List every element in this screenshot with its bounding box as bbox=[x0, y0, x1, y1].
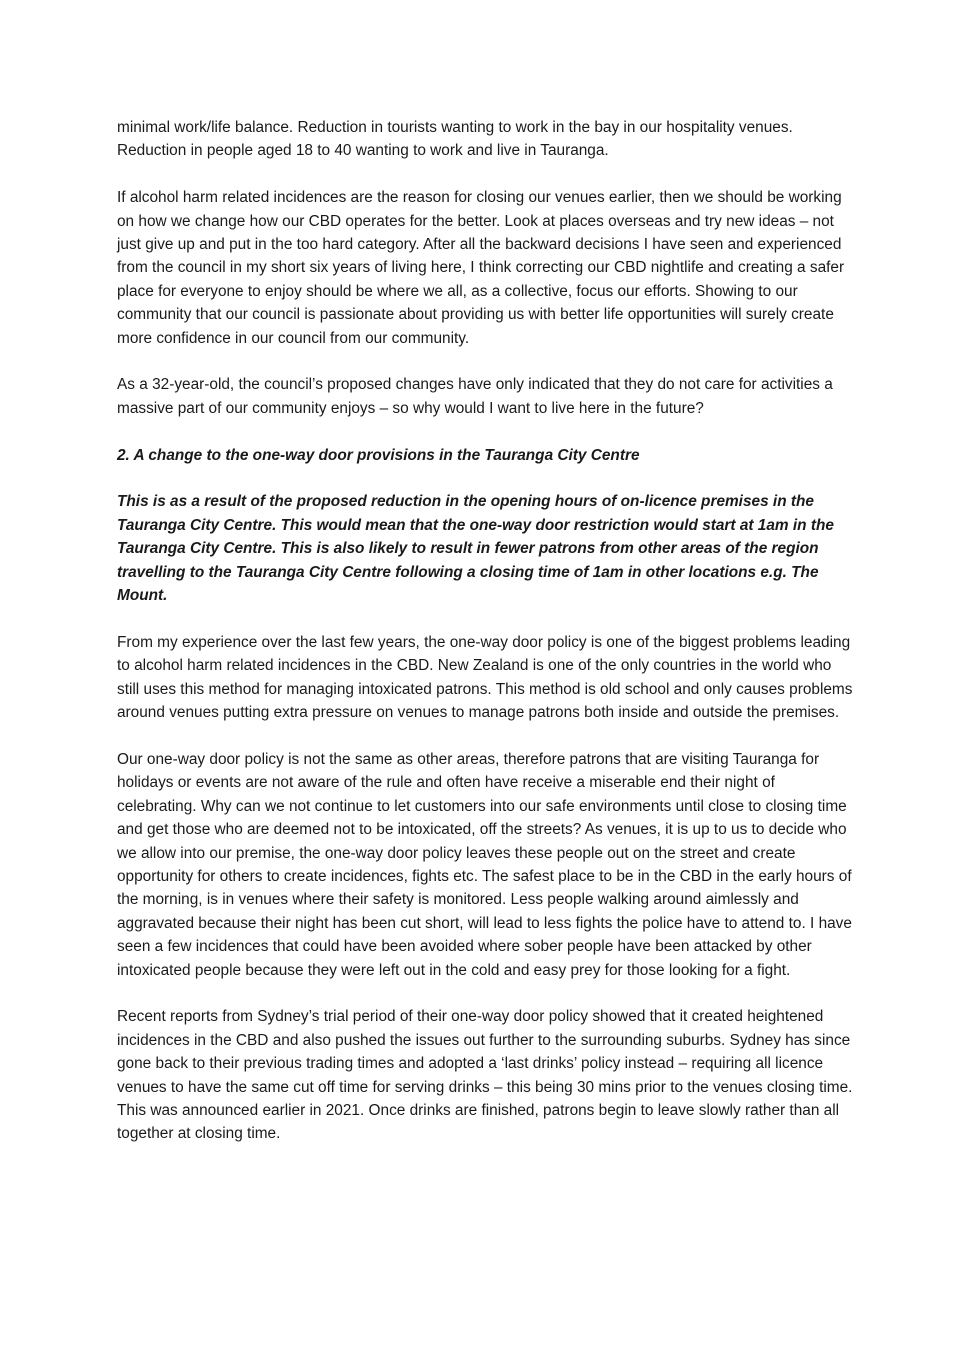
section-intro: This is as a result of the proposed reduction in the opening hours of on-licence premises in the Tauranga City Centre. This would mean that the one-way door restriction would start at 1am in the Tauranga City Centre. This is also likely to result in fewer patrons from other areas of the region travelling to the Tauranga City Centre following a closing time of 1am in other locations e.g. The Mount. bbox=[117, 493, 834, 605]
body-paragraph: If alcohol harm related incidences are the reason for closing our venues earlier, then we should be working on how we change how our CBD operates for the better. Look at places overseas and try new ideas – not just give up and put in the too hard category. After all the backward decisions I have seen and experienced from the council in my short six years of living here, I think correcting our CBD nightlife and creating a safer place for everyone to enjoy should be where we all, as a collective, focus our efforts. Showing to our community that our council is passionate about providing us with better life opportunities will surely create more confidence in our council from our community. bbox=[117, 189, 845, 347]
document-body bbox=[117, 116, 855, 1169]
body-paragraph: Recent reports from Sydney’s trial period of their one-way door policy showed that it created heightened incidences in the CBD and also pushed the issues out further to the surrounding suburbs. Sydney has since gone back to their previous trading times and adopted a ‘last drinks’ policy instead – requiring all licence venues to have the same cut off time for serving drinks – this being 30 mins prior to the venues closing time. This was announced earlier in 2021. Once drinks are finished, patrons begin to leave slowly rather than all together at closing time. bbox=[117, 1008, 853, 1143]
section-heading: 2. A change to the one-way door provisions in the Tauranga City Centre bbox=[117, 446, 640, 464]
body-paragraph: As a 32-year-old, the council’s proposed changes have only indicated that they do not care for activities a massive part of our community enjoys – so why would I want to live here in the future? bbox=[117, 376, 833, 417]
body-paragraph: Our one-way door policy is not the same as other areas, therefore patrons that are visiting Tauranga for holidays or events are not aware of the rule and often have receive a miserable end their night of celebrating. Why can we not continue to let customers into our safe environments until close to closing time and get those who are deemed not to be intoxicated, off the streets? As venues, it is up to us to decide who we allow into our premise, the one-way door policy leaves these people out on the street and create opportunity for others to create incidences, fights etc. The safest place to be in the CBD in the early hours of the morning, is in venues where their safety is monitored. Less people walking around aimlessly and aggravated because their night has been cut short, will lead to less fights the police have to attend to. I have seen a few incidences that could have been avoided where sober people have been attacked by other intoxicated people because they were left out in the cold and easy prey for those looking for a fight. bbox=[117, 750, 852, 979]
body-paragraph: minimal work/life balance. Reduction in tourists wanting to work in the bay in our hospitality venues. Reduction in people aged 18 to 40 wanting to work and live in Tauranga. bbox=[117, 119, 793, 160]
body-paragraph: From my experience over the last few years, the one-way door policy is one of the biggest problems leading to alcohol harm related incidences in the CBD. New Zealand is one of the only countries in the world who still uses this method for managing intoxicated patrons. This method is old school and only causes problems around venues putting extra pressure on venues to manage patrons both inside and outside the premises. bbox=[117, 633, 853, 722]
